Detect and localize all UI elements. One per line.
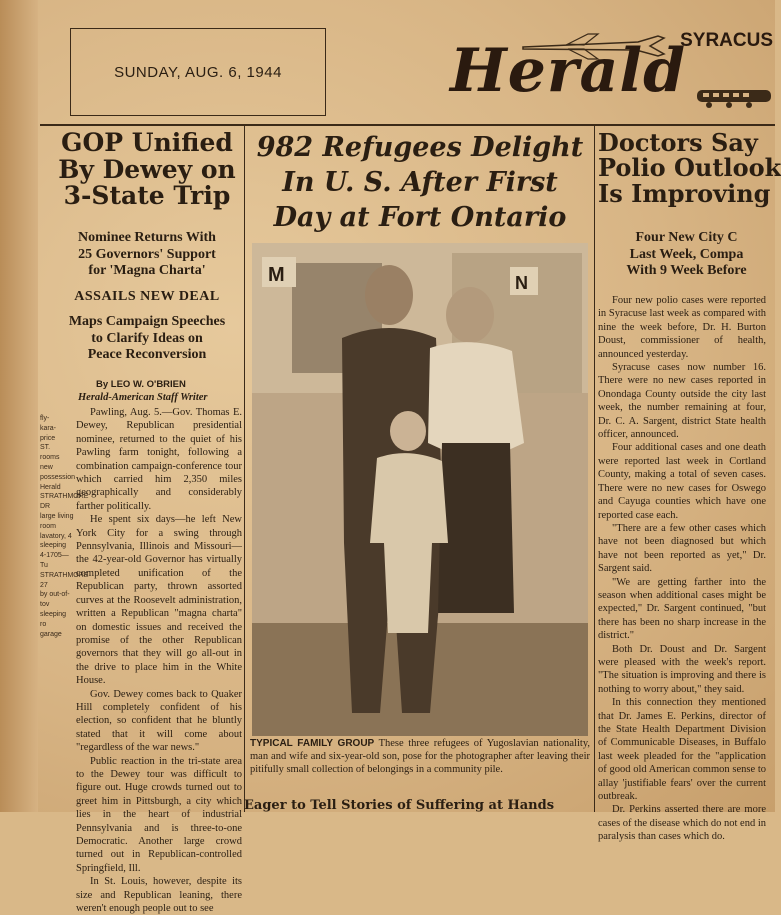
paragraph: Syracuse cases now number 16. There were no new cases reported in Onondaga County outside the city last week, the number remaining at four, Dr. C. A. Sargent, district State health officer, announced.: [598, 362, 766, 441]
clipping-line: ST.: [40, 444, 51, 452]
right-headline: [598, 128, 781, 208]
clipping-line: large living room: [40, 512, 74, 530]
byline-title: Herald-American Staff Writer: [78, 392, 208, 403]
right-deck: [598, 230, 775, 280]
left-deck-line: Peace Reconversion: [87, 347, 207, 363]
masthead-city: SYRACUS: [680, 30, 773, 51]
column-rule-left: [244, 126, 245, 812]
left-deck-3: [52, 314, 242, 364]
refugee-family-photo: [252, 243, 588, 736]
train-icon: [695, 86, 775, 110]
clipping-line: STRATHMORE 27: [40, 571, 89, 589]
masthead-title: Herald: [450, 36, 687, 106]
caption-text: These three refugees of Yugoslavian nationality, man and wife and six-year-old son, pose for the photographer after leaving their pitifully small collection of belongings in a community pile.: [250, 738, 591, 775]
sign-m: M: [268, 264, 285, 286]
main-headline-line: 982 Refugees Delight: [256, 132, 584, 163]
left-deck-line: Nominee Returns With: [78, 230, 216, 245]
dateline-box: [70, 28, 326, 116]
paragraph: Four additional cases and one death were reported last week in Cortland County, making a total of seven cases. There were no new cases for Oswego and Cayuga counties which have one reported case each.: [598, 442, 766, 521]
left-headline-line: By Dewey on: [58, 154, 236, 184]
paragraph: "We are getting farther into the season when additional cases might be expected," Dr. Sargent continued, "but there has been no sharp increase in the district.": [598, 576, 766, 642]
left-deck-line: ASSAILS NEW DEAL: [74, 289, 220, 304]
right-deck-line: Four New City C: [635, 230, 738, 245]
main-headline-line: In U. S. After First: [282, 167, 558, 199]
photo-caption: [250, 738, 590, 776]
left-deck-1: [52, 230, 242, 280]
clipping-line: lavatory, 4 sleeping: [40, 532, 72, 550]
bottom-headline: Eager to Tell Stories of Suffering at Hands: [244, 798, 555, 813]
paragraph: In this connection they mentioned that Dr. James E. Perkins, director of the State Health Department Division of Communicable Diseases, in Buffalo last week pleaded for the "application of good old American common sense to allay 'justifiable fears' over the current outbreak.: [598, 697, 766, 803]
paragraph: In St. Louis, however, despite its size and Republican leaning, there weren't enough people out to see: [76, 876, 242, 915]
clipping-line: Herald: [40, 483, 61, 491]
paragraph: Gov. Dewey comes back to Quaker Hill completely confident of his election, so confident that he bluntly stated that it will come about "regardless of the war news.": [76, 688, 242, 754]
left-deck-line: for 'Magna Charta': [88, 263, 206, 279]
main-headline-line: Day at Fort Ontario: [273, 202, 567, 234]
left-body: [76, 406, 242, 915]
left-deck-line: Maps Campaign Speeches: [68, 314, 226, 329]
left-deck-2: [52, 289, 242, 306]
dateline: SUNDAY, AUG. 6, 1944: [114, 63, 282, 81]
left-byline: [96, 379, 246, 390]
clipping-line: kara-: [40, 424, 56, 432]
clipping-fragments: [40, 414, 89, 804]
clipping-line: possession: [40, 473, 76, 481]
clipping-line: rooms: [40, 454, 60, 462]
clipping-line: by out-of-tov: [40, 591, 70, 609]
clipping-line: 4-1705—Tu: [40, 552, 69, 569]
right-deck-line: Last Week, Compa: [629, 246, 744, 262]
paragraph: He spent six days—he left New York City for a swing through Pennsylvania, Illinois and Missouri—the 42-year-old Governor has virtually completed unification of the Republican party, thrown assorted curves at the Roosevelt administration, written a Republican "magna charta" on domestic issues and received the promise of the other Republican governors that they will go all-out in the drive to place him in the White House.: [76, 514, 242, 687]
clipping-line: price: [40, 434, 56, 442]
left-deck-line: 25 Governors' Support: [78, 246, 216, 262]
clipping-line: fly-: [40, 415, 50, 422]
top-rule: [40, 124, 775, 126]
paragraph: Dr. Perkins asserted there are more cases of the disease which do not end in paralysis than cases which do.: [598, 804, 766, 843]
clipping-line: garage: [40, 630, 62, 638]
paragraph: Both Dr. Doust and Dr. Sargent were pleased with the week's report. "The situation is improving and there is nothing to worry about," they said.: [598, 643, 766, 695]
left-deck-line: to Clarify Ideas on: [91, 330, 203, 346]
caption-lead: TYPICAL FAMILY GROUP: [250, 738, 375, 749]
right-deck-line: With 9 Week Before: [626, 263, 747, 279]
right-headline-line: Doctors Say: [598, 128, 758, 157]
clipping-line: sleeping ro: [40, 610, 67, 628]
left-headline-line: GOP Unified: [61, 128, 233, 157]
paragraph: Pawling, Aug. 5.—Gov. Thomas E. Dewey, Republican presidential nominee, returned to the quiet of his Pawling farm tonight, following a combination campaign-conference tour which carried him 2,350 miles geographically and considerably farther politically.: [76, 407, 242, 512]
paragraph: Four new polio cases were reported in Syracuse last week as compared with nine the week before, Dr. H. Burton Doust, commissioner of health, announced yesterday.: [598, 295, 766, 360]
torn-left-edge: [0, 0, 38, 812]
masthead: [448, 30, 775, 114]
left-headline: [50, 130, 244, 210]
column-rule-right: [594, 126, 595, 812]
paragraph: Public reaction in the tri-state area to the Dewey tour was difficult to figure out. Huge crowds turned out to greet him in Pittsburgh, a city which lies in the heart of industrial Pennsylvania and is three-to-one Democratic. Another large crowd turned out in Republican-controlled Springfield, Ill.: [76, 755, 242, 874]
main-headline: [246, 130, 594, 235]
clipping-line: STRATHMORE DR: [40, 493, 89, 511]
right-headline-line: Polio Outlook: [598, 153, 781, 183]
photo-illustration: [252, 243, 588, 736]
left-byline-2: [78, 392, 244, 403]
paragraph: "There are a few other cases which have not been diagnosed but which have not been reported as yet," Dr. Sargent said.: [598, 522, 766, 575]
left-headline-line: 3-State Trip: [63, 181, 231, 210]
right-body: [598, 294, 766, 843]
sign-n: N: [515, 273, 528, 293]
clipping-line: new: [40, 463, 53, 471]
byline: By LEO W. O'BRIEN: [96, 379, 186, 390]
right-headline-line: Is Improving: [598, 178, 771, 208]
